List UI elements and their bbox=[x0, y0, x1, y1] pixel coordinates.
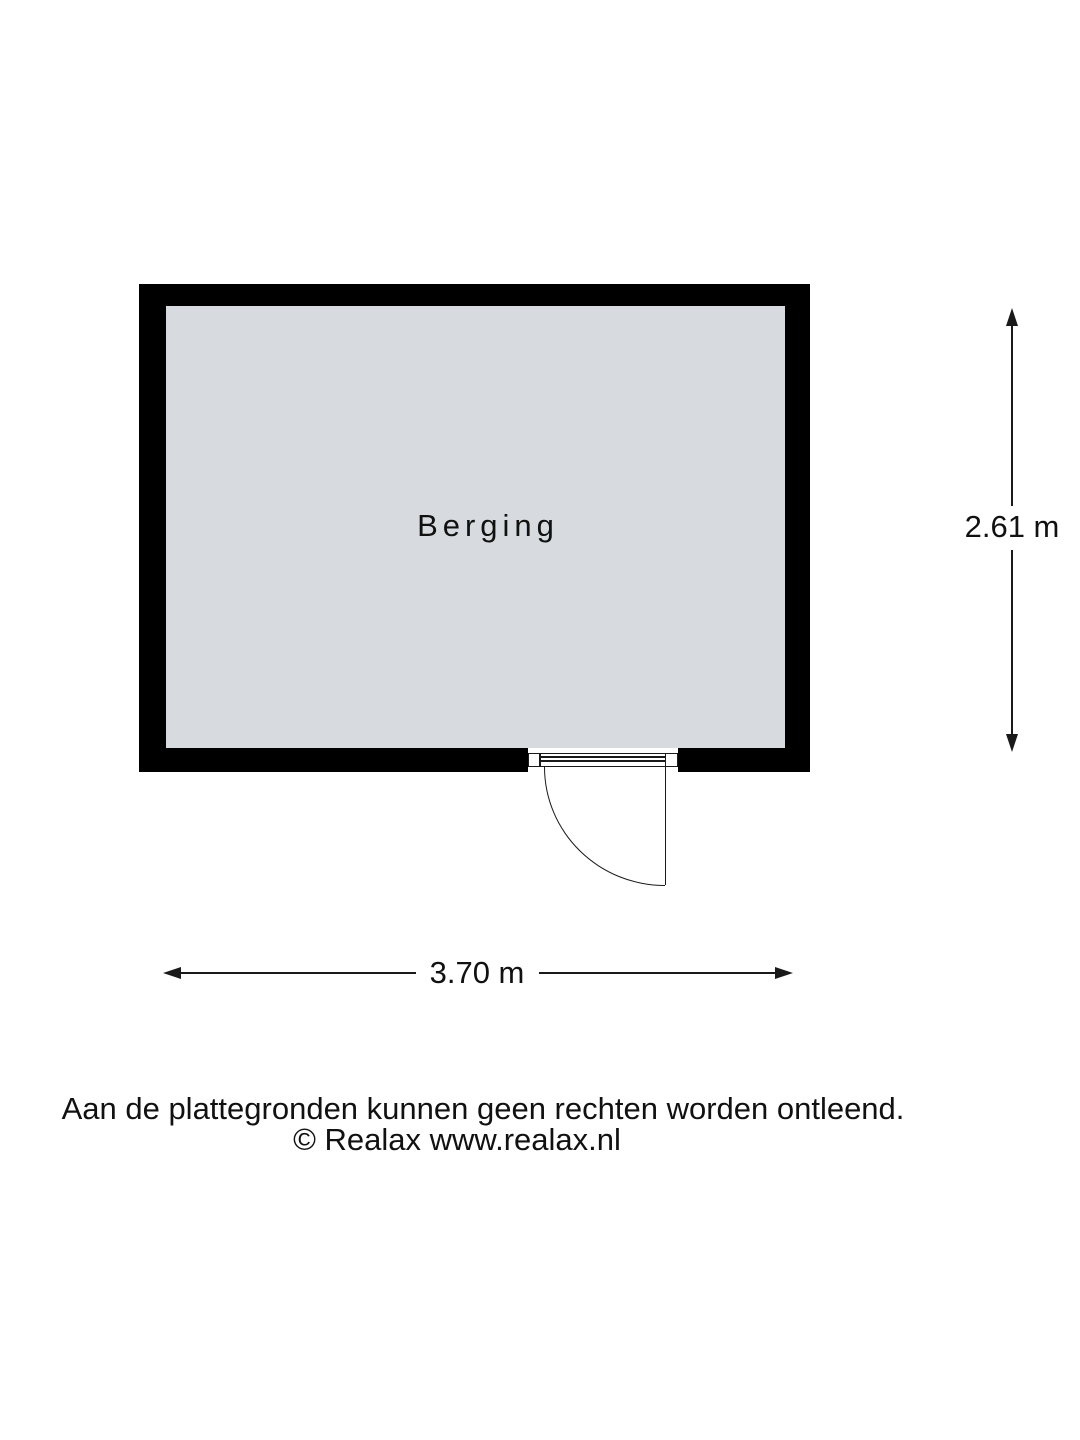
arrow-up-icon bbox=[1006, 308, 1018, 326]
width-dimension-line-left bbox=[180, 972, 416, 974]
door-threshold bbox=[528, 753, 678, 767]
door-threshold-line bbox=[541, 756, 666, 758]
width-dimension-line-right bbox=[539, 972, 777, 974]
arrow-left-icon bbox=[163, 967, 181, 979]
arrow-down-icon bbox=[1006, 734, 1018, 752]
arrow-right-icon bbox=[775, 967, 793, 979]
height-dimension-label: 2.61 m bbox=[964, 509, 1060, 544]
door-threshold-line bbox=[541, 760, 666, 762]
copyright-text: © Realax www.realax.nl bbox=[293, 1122, 621, 1157]
width-dimension-label: 3.70 m bbox=[429, 955, 525, 990]
disclaimer-text: Aan de plattegronden kunnen geen rechten worden ontleend. bbox=[61, 1091, 905, 1126]
height-dimension-line-lower bbox=[1011, 550, 1013, 735]
height-dimension-line-upper bbox=[1011, 325, 1013, 506]
door-swing-arc bbox=[544, 766, 666, 886]
room-label: Berging bbox=[417, 508, 559, 543]
